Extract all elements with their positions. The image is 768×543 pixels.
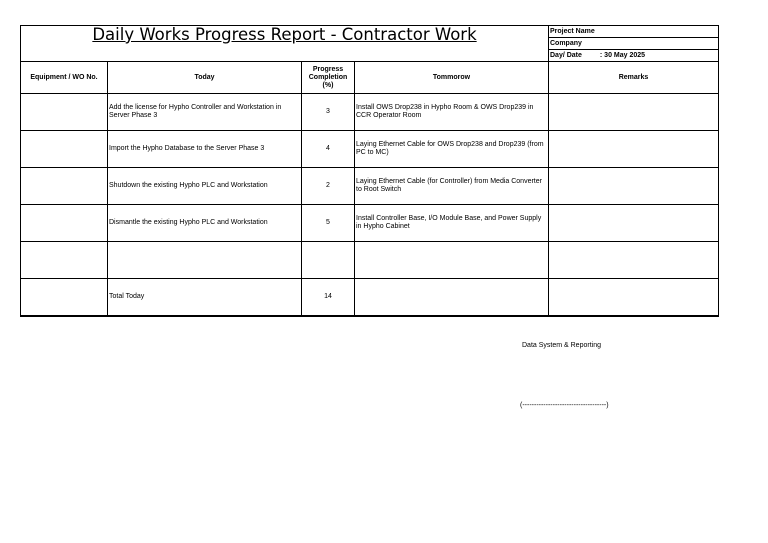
header-progress-line1: Progress	[312, 65, 344, 73]
progress-report-table	[20, 25, 719, 317]
today-cell	[108, 242, 302, 279]
report-title-cell	[21, 26, 549, 62]
header-progress-line2: Completion	[308, 73, 348, 81]
table-row	[21, 168, 719, 205]
tomorrow-cell: Laying Ethernet Cable for OWS Drop238 and Drop239 (from PC to MC)	[355, 131, 549, 168]
remarks-cell	[549, 242, 719, 279]
project-name-label: Project Name	[549, 26, 719, 38]
header-progress-line3: (%)	[322, 81, 334, 89]
equipment-cell	[21, 168, 108, 205]
tomorrow-cell: Install Controller Base, I/O Module Base, and Power Supply in Hypho Cabinet	[355, 205, 549, 242]
table-row	[21, 242, 719, 279]
signature-label: Data System & Reporting	[522, 342, 601, 349]
table-row	[21, 131, 719, 168]
header-equipment: Equipment / WO No.	[21, 62, 108, 94]
header-remarks: Remarks	[549, 62, 719, 94]
remarks-cell	[549, 131, 719, 168]
remarks-cell	[549, 168, 719, 205]
header-today: Today	[108, 62, 302, 94]
progress-cell: 2	[302, 168, 355, 205]
total-remarks-cell	[549, 279, 719, 317]
equipment-cell	[21, 242, 108, 279]
company-label: Company	[549, 38, 719, 50]
progress-cell: 5	[302, 205, 355, 242]
total-value: 14	[302, 279, 355, 317]
remarks-cell	[549, 205, 719, 242]
total-equipment-cell	[21, 279, 108, 317]
total-tomorrow-cell	[355, 279, 549, 317]
progress-cell: 4	[302, 131, 355, 168]
tomorrow-cell: Laying Ethernet Cable (for Controller) from Media Converter to Root Switch	[355, 168, 549, 205]
today-cell: Import the Hypho Database to the Server Phase 3	[108, 131, 302, 168]
report-title: Daily Works Progress Report - Contractor Work	[92, 25, 477, 44]
total-row	[21, 279, 719, 317]
table-row	[21, 94, 719, 131]
date-value: : 30 May 2025	[599, 51, 646, 59]
equipment-cell	[21, 131, 108, 168]
tomorrow-cell: Install OWS Drop238 in Hypho Room & OWS Drop239 in CCR Operator Room	[355, 94, 549, 131]
equipment-cell	[21, 94, 108, 131]
total-label: Total Today	[108, 279, 302, 317]
equipment-cell	[21, 205, 108, 242]
table-row	[21, 205, 719, 242]
today-cell: Add the license for Hypho Controller and Workstation in Server Phase 3	[108, 94, 302, 131]
remarks-cell	[549, 94, 719, 131]
today-cell: Dismantle the existing Hypho PLC and Workstation	[108, 205, 302, 242]
header-tomorrow: Tommorow	[355, 62, 549, 94]
progress-cell: 3	[302, 94, 355, 131]
header-progress	[302, 62, 355, 94]
signature-line: (------------------------------------)	[520, 402, 609, 409]
today-cell: Shutdown the existing Hypho PLC and Workstation	[108, 168, 302, 205]
progress-cell	[302, 242, 355, 279]
tomorrow-cell	[355, 242, 549, 279]
column-header-row	[21, 62, 719, 94]
date-label: Day/ Date	[550, 51, 582, 59]
date-cell	[549, 50, 719, 62]
